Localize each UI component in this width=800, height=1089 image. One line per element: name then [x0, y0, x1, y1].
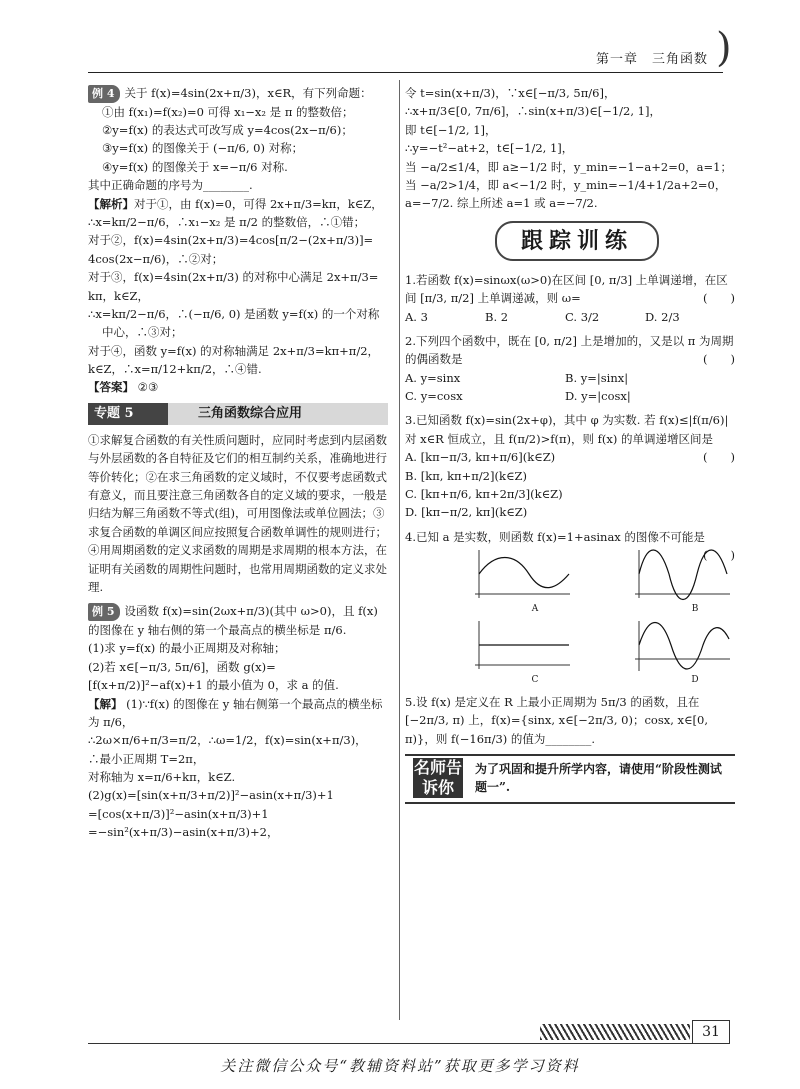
example-4-item: ②y=f(x) 的表达式可改写成 y=4cos(2x−π/6)；	[102, 122, 353, 137]
graph-option[interactable]	[465, 619, 605, 687]
answer-value: ②③	[137, 380, 159, 395]
topic-label: 专题 5	[88, 403, 168, 425]
question-2	[405, 332, 735, 406]
solution-line: 对于②，f(x)=4sin(2x+π/3)=4cos[π/2−(2x+π/3)]=	[88, 233, 374, 248]
topic-banner	[88, 403, 388, 425]
example-4	[88, 84, 388, 397]
question-stem: 1.若函数 f(x)=sinωx(ω>0)在区间 [0, π/3] 上单调递增，在区间 [π/3, π/2] 上单调递减，则 ω=	[405, 272, 728, 306]
graph-option[interactable]	[465, 548, 605, 616]
solution-line: 4cos(2x−π/6)，∴②对；	[88, 251, 224, 266]
solution-line: 对于④，函数 y=f(x) 的对称轴满足 2x+π/3=kπ+π/2，	[88, 343, 380, 358]
option[interactable]: C. y=cosx	[405, 389, 463, 404]
solution-line: (1)∵f(x) 的图像在 y 轴右侧第一个最高点的横坐标为 π/6，	[88, 696, 383, 729]
graph-label: D	[691, 674, 699, 685]
answer-paren: ( )	[703, 548, 735, 563]
option[interactable]: D. y=|cosx|	[565, 389, 631, 404]
example-5-q2: (2)若 x∈[−π/3, 5π/6]，函数 g(x)=[f(x+π/2)]²−af(x)+1 的最小值为 0，求 a 的值.	[88, 659, 339, 693]
option[interactable]: A. [kπ−π/3, kπ+π/6](k∈Z)	[405, 450, 556, 465]
graph-b-plot	[625, 548, 735, 602]
header-brace-icon: )	[716, 25, 732, 71]
option[interactable]: C. 3/2	[565, 309, 600, 324]
question-5	[405, 693, 735, 748]
solution-line: 对于③，f(x)=4sin(2x+π/3) 的对称中心满足 2x+π/3=	[88, 270, 379, 285]
solution-line: 中心，∴③对；	[102, 325, 183, 340]
answer-label: 【答案】	[88, 380, 134, 395]
left-column	[88, 84, 388, 848]
question-stem: 4.已知 a 是实数，则函数 f(x)=1+asinax 的图像不可能是	[405, 529, 705, 544]
solution-line: a=−7/2. 综上所述 a=1 或 a=−7/2.	[405, 196, 598, 211]
solution-line: ∴2ω×π/6+π/3=π/2，∴ω=1/2，f(x)=sin(x+π/3)，	[88, 733, 367, 748]
option[interactable]: D. 2/3	[645, 309, 680, 324]
solution-line: =[cos(x+π/3)]²−asin(x+π/3)+1	[88, 806, 269, 821]
question-4	[405, 528, 735, 687]
option[interactable]: B. [kπ, kπ+π/2](k∈Z)	[405, 468, 527, 483]
solution-label: 【解析】	[88, 196, 134, 211]
example-4-ask: 其中正确命题的序号为________.	[88, 178, 253, 193]
graph-c-plot	[465, 619, 575, 673]
answer-paren: ( )	[703, 352, 735, 367]
solution-label: 【解】	[88, 696, 123, 711]
graph-label: C	[531, 674, 539, 685]
question-3	[405, 411, 735, 521]
example-5-tag: 例 5	[88, 603, 120, 621]
options	[405, 308, 735, 326]
header-rule	[88, 72, 723, 73]
solution-line: (2)g(x)=[sin(x+π/3+π/2)]²−asin(x+π/3)+1	[88, 788, 334, 803]
graph-label: A	[531, 604, 539, 615]
option[interactable]: A. y=sinx	[405, 370, 461, 385]
solution-line: 对于①，由 f(x)=0，可得 2x+π/3=kπ，k∈Z，	[134, 196, 383, 211]
page-number: 31	[692, 1020, 730, 1044]
graph-label: B	[691, 604, 699, 615]
options	[405, 369, 735, 406]
option[interactable]: B. 2	[485, 309, 509, 324]
solution-line: ∴最小正周期 T=2π，	[88, 751, 205, 766]
footer-text: 关注微信公众号“教辅资料站”获取更多学习资料	[220, 1057, 580, 1075]
example-5-q1: (1)求 y=f(x) 的最小正周期及对称轴；	[88, 641, 286, 656]
option[interactable]: C. [kπ+π/6, kπ+2π/3](k∈Z)	[405, 487, 563, 502]
page-number-band	[540, 1024, 690, 1040]
answer-paren: ( )	[703, 450, 735, 465]
page-header	[0, 0, 800, 88]
graph-a-plot	[465, 548, 575, 602]
question-stem: 5.设 f(x) 是定义在 R 上最小正周期为 5π/3 的函数，且在 [−2π/3, π) 上，f(x)={sinx, x∈[−2π/3, 0)；cosx, x∈[0, π)}，则 f(−16π/3) 的值为________.	[405, 694, 708, 746]
option[interactable]: B. y=|sinx|	[565, 370, 629, 385]
solution-line: ∴x+π/3∈[0, 7π/6]，∴sin(x+π/3)∈[−1/2, 1]，	[405, 104, 661, 119]
example-4-item: ④y=f(x) 的图像关于 x=−π/6 对称.	[102, 159, 288, 174]
example-4-item: ①由 f(x₁)=f(x₂)=0 可得 x₁−x₂ 是 π 的整数倍；	[102, 104, 354, 119]
question-stem: 2.下列四个函数中，既在 [0, π/2] 上是增加的，又是以 π 为周期的偶函数是	[405, 333, 734, 367]
example-4-item: ③y=f(x) 的图像关于 (−π/6, 0) 对称；	[102, 141, 304, 156]
graph-options	[465, 548, 703, 687]
solution-line: =−sin²(x+π/3)−asin(x+π/3)+2，	[88, 825, 279, 840]
teacher-note-text: 为了巩固和提升所学内容，请使用“阶段性测试题一”.	[475, 762, 722, 795]
solution-line: 当 −a/2>1/4，即 a<−1/2 时，y_min=−1/4+1/2a+2=0，	[405, 177, 727, 192]
graph-option[interactable]	[625, 548, 765, 616]
topic-text: ①求解复合函数的有关性质问题时，应同时考虑到内层函数与外层函数的各自特征及它们的相互制约关系，准确地进行等价转化；②在求三角函数的定义域时，不仅要考虑函数式有意义，而且要注意三角函数各自的定义域的要求，一般是归结为解三角函数不等式(组)，可用图像法或单位圆法；③求复合函数的单调区间应按照复合函数单调性的规则进行；④用周期函数的定义求函数的周期是求周期的根本方法，在证明有关函数的周期性问题时，也常用周期函数的定义求处理.	[88, 432, 387, 594]
solution-line: k∈Z，∴x=π/12+kπ/2，∴④错.	[88, 362, 262, 377]
example-4-stem: 关于 f(x)=4sin(2x+π/3)，x∈R，有下列命题：	[124, 86, 372, 100]
chapter-title: 第一章 三角函数	[596, 52, 709, 67]
teacher-note	[405, 754, 735, 804]
solution-line: ∴y=−t²−at+2，t∈[−1/2, 1]，	[405, 141, 574, 156]
graph-d-plot	[625, 619, 735, 673]
column-divider	[399, 80, 400, 1020]
section-title: 跟踪训练	[495, 221, 659, 261]
example-5	[88, 602, 388, 841]
option[interactable]: D. [kπ−π/2, kπ](k∈Z)	[405, 505, 528, 520]
solution-line: ∴x=kπ/2−π/6，∴(−π/6, 0) 是函数 y=f(x) 的一个对称	[88, 306, 380, 321]
example-5-stem: 设函数 f(x)=sin(2ωx+π/3)(其中 ω>0)，且 f(x) 的图像在 y 轴右侧的第一个最高点的横坐标是 π/6.	[88, 604, 378, 637]
solution-line: 令 t=sin(x+π/3)，∵x∈[−π/3, 5π/6]，	[405, 86, 616, 100]
graph-option[interactable]	[625, 619, 765, 687]
example-4-tag: 例 4	[88, 85, 120, 103]
question-1	[405, 271, 735, 326]
solution-line: 当 −a/2≤1/4，即 a≥−1/2 时，y_min=−1−a+2=0，a=1；	[405, 159, 732, 174]
solution-line: kπ，k∈Z，	[88, 288, 149, 303]
right-column	[405, 84, 735, 804]
solution-line: 即 t∈[−1/2, 1]，	[405, 122, 497, 137]
bottom-rule	[88, 1043, 728, 1044]
solution-line: 对称轴为 x=π/6+kπ，k∈Z.	[88, 770, 236, 785]
topic-title: 三角函数综合应用	[198, 405, 303, 421]
solution-line: ∴x=kπ/2−π/6，∴x₁−x₂ 是 π/2 的整数倍，∴①错；	[88, 214, 366, 229]
option[interactable]: A. 3	[405, 309, 428, 324]
answer-paren: ( )	[703, 291, 735, 306]
teacher-badge: 名师告诉你	[413, 758, 462, 798]
question-stem: 3.已知函数 f(x)=sin(2x+φ)，其中 φ 为实数. 若 f(x)≤|f(π/6)| 对 x∈R 恒成立，且 f(π/2)>f(π)，则 f(x) 的单调递增区间是	[405, 413, 729, 446]
